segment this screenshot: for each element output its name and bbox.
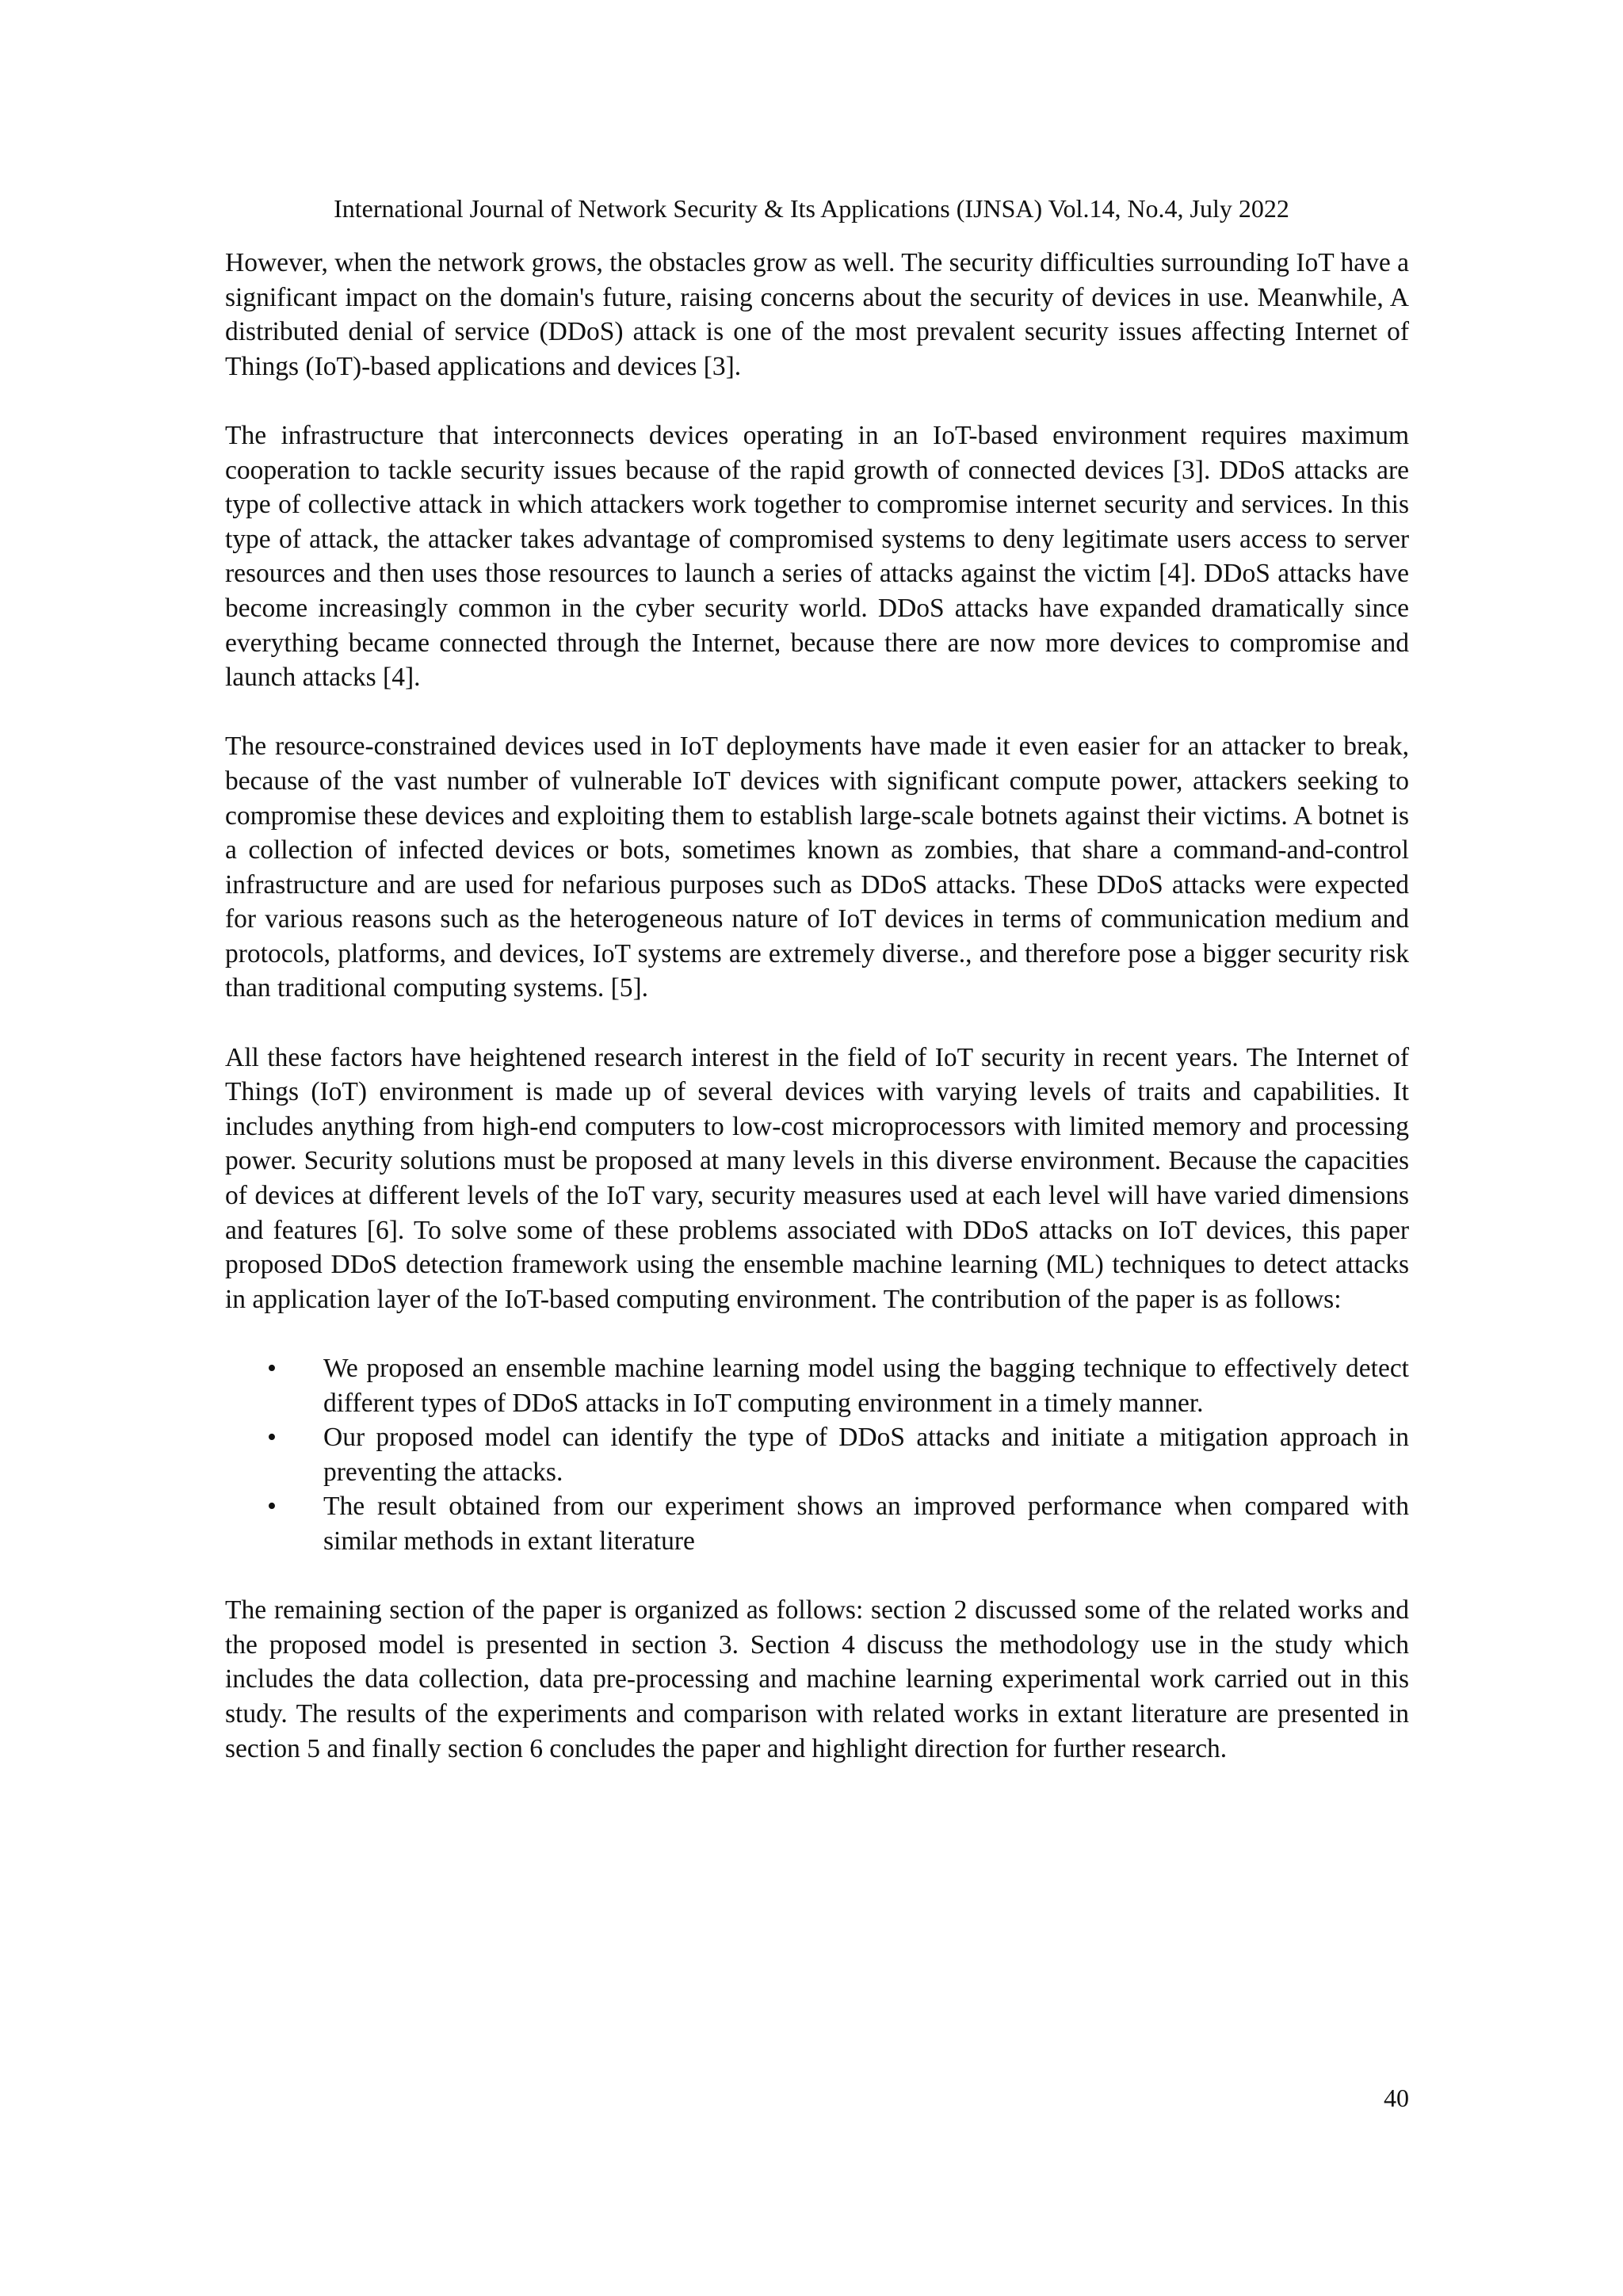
contribution-text: We proposed an ensemble machine learning model using the bagging technique to effectively detect different types of DDoS attacks in IoT computing environment in a timely manner. [323, 1354, 1409, 1418]
paragraph-paper-organization: The remaining section of the paper is organized as follows: section 2 discussed some of the related works and the proposed model is presented in section 3. Section 4 discuss the methodology use in the study which includes the data collection, data pre-processing and machine learning experimental work carried out in this study. The results of the experiments and comparison with related works in extant literature are presented in section 5 and finally section 6 concludes the paper and highlight direction for further research. [225, 1595, 1409, 1763]
list-item [267, 1489, 1409, 1558]
page-number: 40 [1384, 2084, 1409, 2112]
bullet-icon: • [267, 1423, 277, 1453]
paragraph-research-interest: All these factors have heightened research interest in the field of IoT security in recent years. The Internet of Things (IoT) environment is made up of several devices with varying levels of traits and capabilities. It includes anything from high-end computers to low-cost microprocessors with limited memory and processing power. Security solutions must be proposed at many levels in this diverse environment. Because the capacities of devices at different levels of the IoT vary, security measures used at each level will have varied dimensions and features [6]. To solve some of these problems associated with DDoS attacks on IoT devices, this paper proposed DDoS detection framework using the ensemble machine learning (ML) techniques to detect attacks in application layer of the IoT-based computing environment. The contribution of the paper is as follows: [225, 1042, 1409, 1314]
contributions-list [225, 1351, 1409, 1559]
paragraph-botnets: The resource-constrained devices used in IoT deployments have made it even easier for an attacker to break, because of the vast number of vulnerable IoT devices with significant compute power, attackers seeking to compromise these devices and exploiting them to establish large-scale botnets against their victims. A botnet is a collection of infected devices or bots, sometimes known as zombies, that share a command-and-control infrastructure and are used for nefarious purposes such as DDoS attacks. These DDoS attacks were expected for various reasons such as the heterogeneous nature of IoT devices in terms of communication medium and protocols, platforms, and devices, IoT systems are extremely diverse., and therefore pose a bigger security risk than traditional computing systems. [5]. [225, 732, 1409, 1003]
contribution-text: Our proposed model can identify the type of DDoS attacks and initiate a mitigation approach in preventing the attacks. [323, 1423, 1409, 1487]
body-text [225, 246, 1409, 1801]
running-header: International Journal of Network Security & Its Applications (IJNSA) Vol.14, No.4, July 2022 [334, 194, 1289, 223]
paragraph-iot-security-concerns: However, when the network grows, the obstacles grow as well. The security difficulties surrounding IoT have a significant impact on the domain's future, raising concerns about the security of devices in use. Meanwhile, A distributed denial of service (DDoS) attack is one of the most prevalent security issues affecting Internet of Things (IoT)-based applications and devices [3]. [225, 248, 1409, 381]
list-item [267, 1351, 1409, 1420]
contribution-text: The result obtained from our experiment shows an improved performance when compared with similar methods in extant literature [323, 1492, 1409, 1556]
list-item [267, 1420, 1409, 1489]
paragraph-ddos-attacks: The infrastructure that interconnects devices operating in an IoT-based environment requires maximum cooperation to tackle security issues because of the rapid growth of connected devices [3]. DDoS attacks are type of collective attack in which attackers work together to compromise internet security and services. In this type of attack, the attacker takes advantage of compromised systems to deny legitimate users access to server resources and then uses those resources to launch a series of attacks against the victim [4]. DDoS attacks have become increasingly common in the cyber security world. DDoS attacks have expanded dramatically since everything became connected through the Internet, because there are now more devices to compromise and launch attacks [4]. [225, 420, 1409, 693]
bullet-icon: • [267, 1354, 277, 1383]
bullet-icon: • [267, 1492, 277, 1522]
